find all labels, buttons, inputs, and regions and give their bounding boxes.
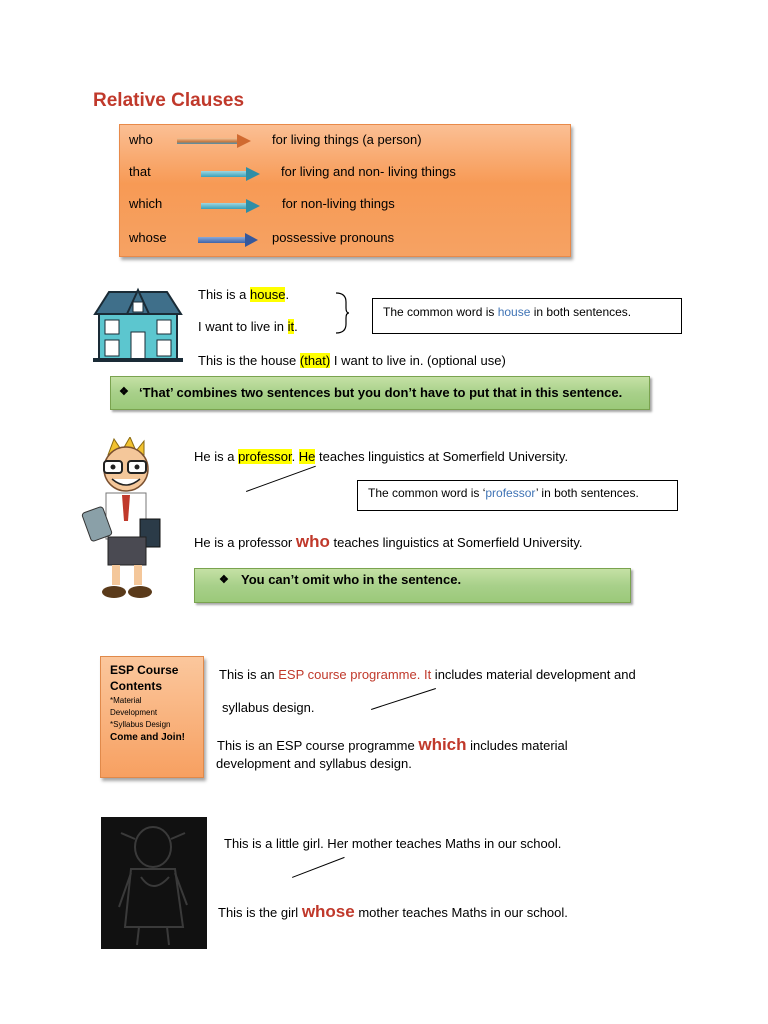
arrow-icon: [177, 137, 257, 145]
relative-pronoun-table: [119, 124, 571, 257]
sentence-house-2: I want to live in it.: [198, 319, 298, 334]
diamond-bullet-icon: ❖: [219, 574, 229, 586]
sentence-girl-1: This is a little girl. Her mother teaches Maths in our school.: [224, 836, 562, 851]
sentence-esp-combined-line2: development and syllabus design.: [216, 756, 412, 771]
sentence-esp-combined: This is an ESP course programme which includes material: [217, 735, 568, 754]
link-line: [246, 466, 316, 492]
callout-who: ❖ You can’t omit who in the sentence.: [194, 568, 631, 603]
common-word-note: The common word is house in both sentences.: [372, 298, 682, 334]
pronoun-word: which: [129, 196, 163, 211]
pronoun-definition: for living and non- living things: [281, 164, 456, 179]
pronoun-word: whose: [129, 230, 167, 245]
sentence-esp-1: This is an ESP course programme. It includes material development and: [219, 667, 636, 682]
sentence-esp-1-line2: syllabus design.: [222, 700, 315, 715]
link-line: [371, 688, 436, 710]
callout-that: ❖ ‘That’ combines two sentences but you don’t have to put that in this sentence.: [110, 376, 650, 410]
esp-flyer: ESP Course Contents *Material Development *Syllabus Design Come and Join!: [100, 656, 204, 778]
arrow-icon: [198, 236, 260, 244]
house-illustration: [89, 284, 187, 364]
pronoun-word: who: [129, 132, 153, 147]
girl-illustration: [101, 817, 207, 949]
arrow-icon: [201, 202, 263, 210]
sentence-house-1: This is a house.: [198, 287, 290, 302]
sentence-house-combined: This is the house (that) I want to live in. (optional use): [198, 353, 506, 368]
sentence-girl-combined: This is the girl whose mother teaches Maths in our school.: [218, 902, 568, 921]
page-title: Relative Clauses: [93, 90, 245, 111]
common-word-note-professor: The common word is ‘professor’ in both sentences.: [357, 480, 678, 511]
professor-illustration: [78, 437, 168, 600]
sentence-professor-combined: He is a professor who teaches linguistics at Somerfield University.: [194, 532, 583, 551]
pronoun-definition: for living things (a person): [272, 132, 422, 147]
link-line: [292, 857, 345, 878]
arrow-icon: [201, 170, 263, 178]
sentence-professor-1: He is a professor. He teaches linguistics at Somerfield University.: [194, 449, 569, 464]
pronoun-word: that: [129, 164, 151, 179]
pronoun-definition: for non-living things: [282, 196, 395, 211]
diamond-bullet-icon: ❖: [119, 386, 129, 398]
pronoun-definition: possessive pronouns: [272, 230, 395, 245]
bracket-icon: [334, 292, 350, 334]
